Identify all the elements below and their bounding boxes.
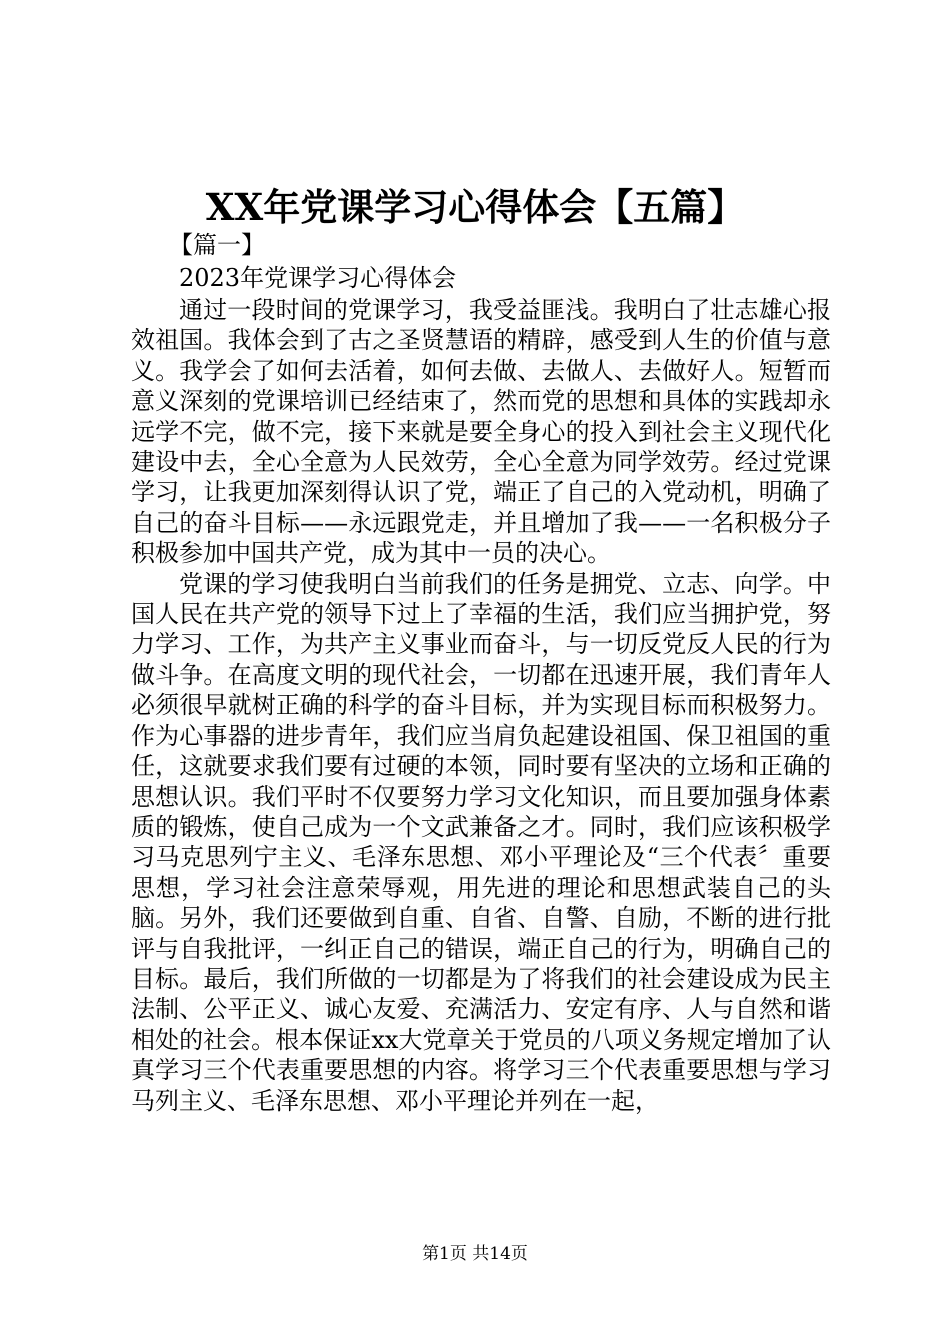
paragraph-2: 党课的学习使我明白当前我们的任务是拥党、立志、向学。中国人民在共产党的领导下过上了幸福的生活，我们应当拥护党，努力学习、工作，为共产主义事业而奋斗，与一切反党反人民的行为做斗争。在高度文明的现代社会，一切都在迅速开展，我们青年人必须很早就树正确的科学的奋斗目标，并为实现目标而积极努力。作为心事器的进步青年，我们应当肩负起建设祖国、保卫祖国的重任，这就要求我们要有过硬的本领，同时要有坚决的立场和正确的思想认识。我们平时不仅要努力学习文化知识，而且要加强身体素质的锻炼，使自己成为一个文武兼备之才。同时，我们应该积极学习马克思列宁主义、毛泽东思想、邓小平理论及“三个代表〞重要思想，学习社会注意荣辱观，用先进的理论和思想武装自己的头脑。另外，我们还要做到自重、自省、自警、自励，不断的进行批评与自我批评，一纠正自己的错误，端正自己的行为，明确自己的目标。最后，我们所做的一切都是为了将我们的社会建设成为民主法制、公平正义、诚心友爱、充满活力、安定有序、人与自然和谐相处的社会。根本保证xx大党章关于党员的八项义务规定增加了认真学习三个代表重要思想的内容。将学习三个代表重要思想与学习马列主义、毛泽东思想、邓小平理论并列在一起， <box>131 569 831 1115</box>
document-title: XX年党课学习心得体会【五篇】 <box>205 185 745 229</box>
paragraph-1: 通过一段时间的党课学习，我受益匪浅。我明白了壮志雄心报效祖国。我体会到了古之圣贤慧语的精辟，感受到人生的价值与意义。我学会了如何去活着，如何去做、去做人、去做好人。短暂而意义深刻的党课培训已经结束了，然而党的思想和具体的实践却永远学不完，做不完，接下来就是要全身心的投入到社会主义现代化建设中去，全心全意为人民效劳，全心全意为同学效劳。经过党课学习，让我更加深刻得认识了党，端正了自己的入党动机，明确了自己的奋斗目标——永远跟党走，并且增加了我——一名积极分子积极参加中国共产党，成为其中一员的决心。 <box>131 296 831 568</box>
document-body <box>131 229 831 1116</box>
section-label: 【篇一】 <box>169 231 265 259</box>
section-subtitle: 2023年党课学习心得体会 <box>179 264 457 292</box>
page-footer: 第1页 共14页 <box>422 1244 528 1264</box>
